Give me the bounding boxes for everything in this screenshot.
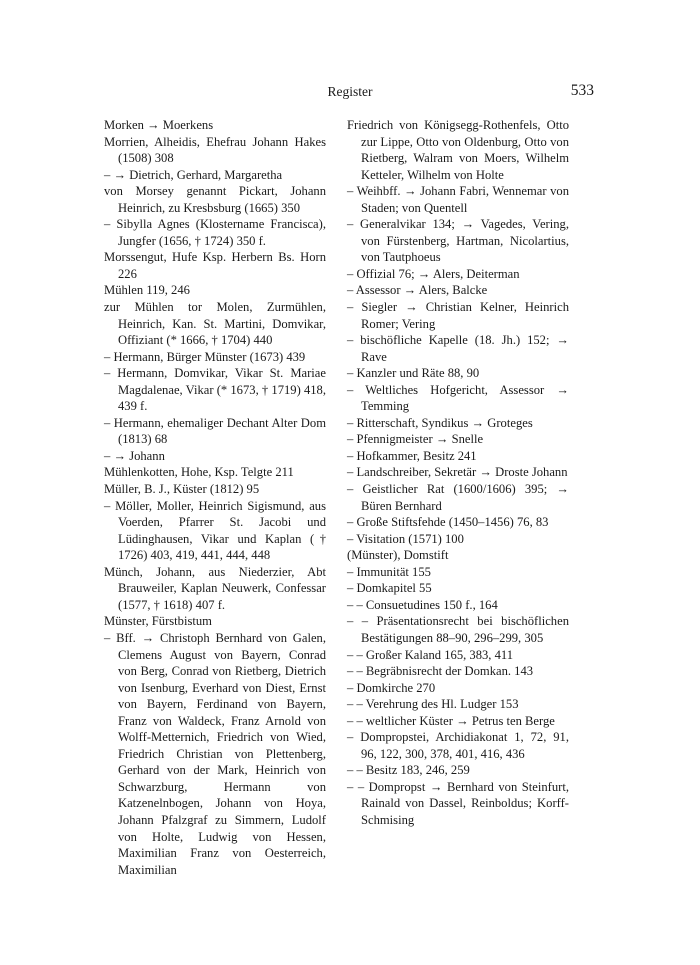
index-entry: – Landschreiber, Sekretär → Droste Johann: [347, 465, 568, 480]
index-entry: – Assessor → Alers, Balcke: [347, 283, 488, 298]
running-head: [0, 84, 700, 104]
index-entry: – Weihbff. → Johann Fabri, Wennemar von Staden; von Quentell: [347, 184, 569, 215]
index-entry: – – weltlicher Küster → Petrus ten Berge: [347, 713, 555, 728]
index-entry: – Immunität 155: [347, 564, 431, 579]
index-entry: Morssengut, Hufe Ksp. Herbern Bs. Horn 226: [104, 250, 326, 281]
index-entry: Mühlen 119, 246: [104, 283, 190, 298]
index-entry: – → Dietrich, Gerhard, Margaretha: [104, 167, 283, 182]
index-entry: – Hermann, ehemaliger Dechant Alter Dom (1813) 68: [104, 415, 326, 447]
index-entry: – Pfennigmeister → Snelle: [347, 432, 484, 447]
index-entry: Morrien, Alheidis, Ehefrau Johann Hakes (1508) 308: [104, 134, 326, 166]
index-entry: – – Begräbnisrecht der Domkan. 143: [347, 664, 534, 679]
page-number: 533: [570, 82, 594, 99]
index-entry: – Sibylla Agnes (Klostername Francisca), Jungfer (1656, † 1724) 350 f.: [104, 217, 326, 248]
index-entry: – – Großer Kaland 165, 383, 411: [347, 647, 514, 662]
index-entry: (Münster), Domstift: [347, 548, 449, 563]
index-entry: – Möller, Moller, Heinrich Sigismund, aus Voerden, Pfarrer St. Jacobi und Lüdinghausen, Vikar und Kaplan († 1726) 403, 419, 441, 444, 448: [104, 498, 326, 563]
index-entry: Morken → Moerkens: [104, 118, 214, 132]
index-entry: Mühlenkotten, Hohe, Ksp. Telgte 211: [104, 465, 294, 480]
index-entry: – Hermann, Domvikar, Vikar St. Mariae Magdalenae, Vikar (* 1673, † 1719) 418, 439 f.: [104, 366, 326, 414]
index-entry: Münch, Johann, aus Niederzier, Abt Brauweiler, Kaplan Neuwerk, Confessar (1577, † 1618) 407 f.: [104, 564, 326, 612]
index-entry: – Große Stiftsfehde (1450–1456) 76, 83: [347, 515, 549, 530]
index-entry: – – Präsentationsrecht bei bischöflichen Bestätigungen 88–90, 296–299, 305: [347, 614, 569, 645]
index-entry: – Hermann, Bürger Münster (1673) 439: [104, 349, 306, 364]
index-entry: – Domkapitel 55: [347, 581, 432, 596]
index-entry: – Dompropstei, Archidiakonat 1, 72, 91, 96, 122, 300, 378, 401, 416, 436: [347, 730, 569, 761]
index-entry: Münster, Fürstbistum: [104, 614, 212, 629]
index-entry: – Bff. → Christoph Bernhard von Galen, Clemens August von Bayern, Conrad von Berg, Conrad von Rietberg, Dietrich von Isenburg, Everhard von Diest, Ernst von Bayern, Ferdinand von Bayern, Franz von Waldeck, Franz Arnold von Wolff-Metternich, Friedrich von Wied, Friedrich Christian von Plettenberg, Gerhard von der Mark, Heinrich von Schwarzburg, Hermann von Katzenelnbogen, Johann von Hoya, Johann Pfalzgraf zu Simmern, Ludolf von Holte, Ludwig von Hessen, Maximilian Franz von Oesterreich, Maximilian: [104, 630, 326, 877]
index-entry: – Hofkammer, Besitz 241: [347, 448, 477, 463]
index-entry: Müller, B. J., Küster (1812) 95: [104, 482, 260, 497]
index-entry: – Geistlicher Rat (1600/1606) 395; → Büren Bernhard: [347, 482, 569, 513]
index-entry: – – Verehrung des Hl. Ludger 153: [347, 697, 519, 712]
index-entry: – – Dompropst → Bernhard von Steinfurt, Rainald von Dassel, Reinboldus; Korff-Schmising: [347, 779, 569, 827]
index-entry: – Offizial 76; → Alers, Deiterman: [347, 266, 520, 281]
index-column-left: [104, 117, 326, 878]
index-entry: – – Besitz 183, 246, 259: [347, 763, 470, 778]
index-entry: zur Mühlen tor Molen, Zurmühlen, Heinrich, Kan. St. Martini, Domvikar, Offiziant (* 1666, † 1704) 440: [104, 300, 326, 348]
index-column-right: [347, 117, 569, 829]
running-head-title: Register: [327, 84, 373, 99]
index-entry: – Generalvikar 134; → Vagedes, Vering, von Fürstenberg, Hartman, Nicolartius, von Tautphoeus: [347, 217, 569, 265]
index-entry: Friedrich von Königsegg-Rothenfels, Otto zur Lippe, Otto von Oldenburg, Otto von Rietberg, Walram von Moers, Wilhelm Ketteler, Wilhelm von Holte: [347, 118, 569, 182]
index-entry: – Weltliches Hofgericht, Assessor → Temming: [347, 382, 569, 414]
index-entry: – – Consuetudines 150 f., 164: [347, 597, 498, 612]
index-entry: – Siegler → Christian Kelner, Heinrich Romer; Vering: [347, 300, 569, 331]
index-entry: – Domkirche 270: [347, 680, 436, 695]
index-entry: – bischöfliche Kapelle (18. Jh.) 152; → Rave: [347, 333, 569, 364]
index-entry: – Ritterschaft, Syndikus → Groteges: [347, 415, 533, 430]
index-entry: – Visitation (1571) 100: [347, 531, 464, 546]
index-entry: von Morsey genannt Pickart, Johann Heinrich, zu Kresbsburg (1665) 350: [104, 184, 326, 215]
index-entry: – → Johann: [104, 448, 165, 463]
index-entry: – Kanzler und Räte 88, 90: [347, 366, 480, 381]
